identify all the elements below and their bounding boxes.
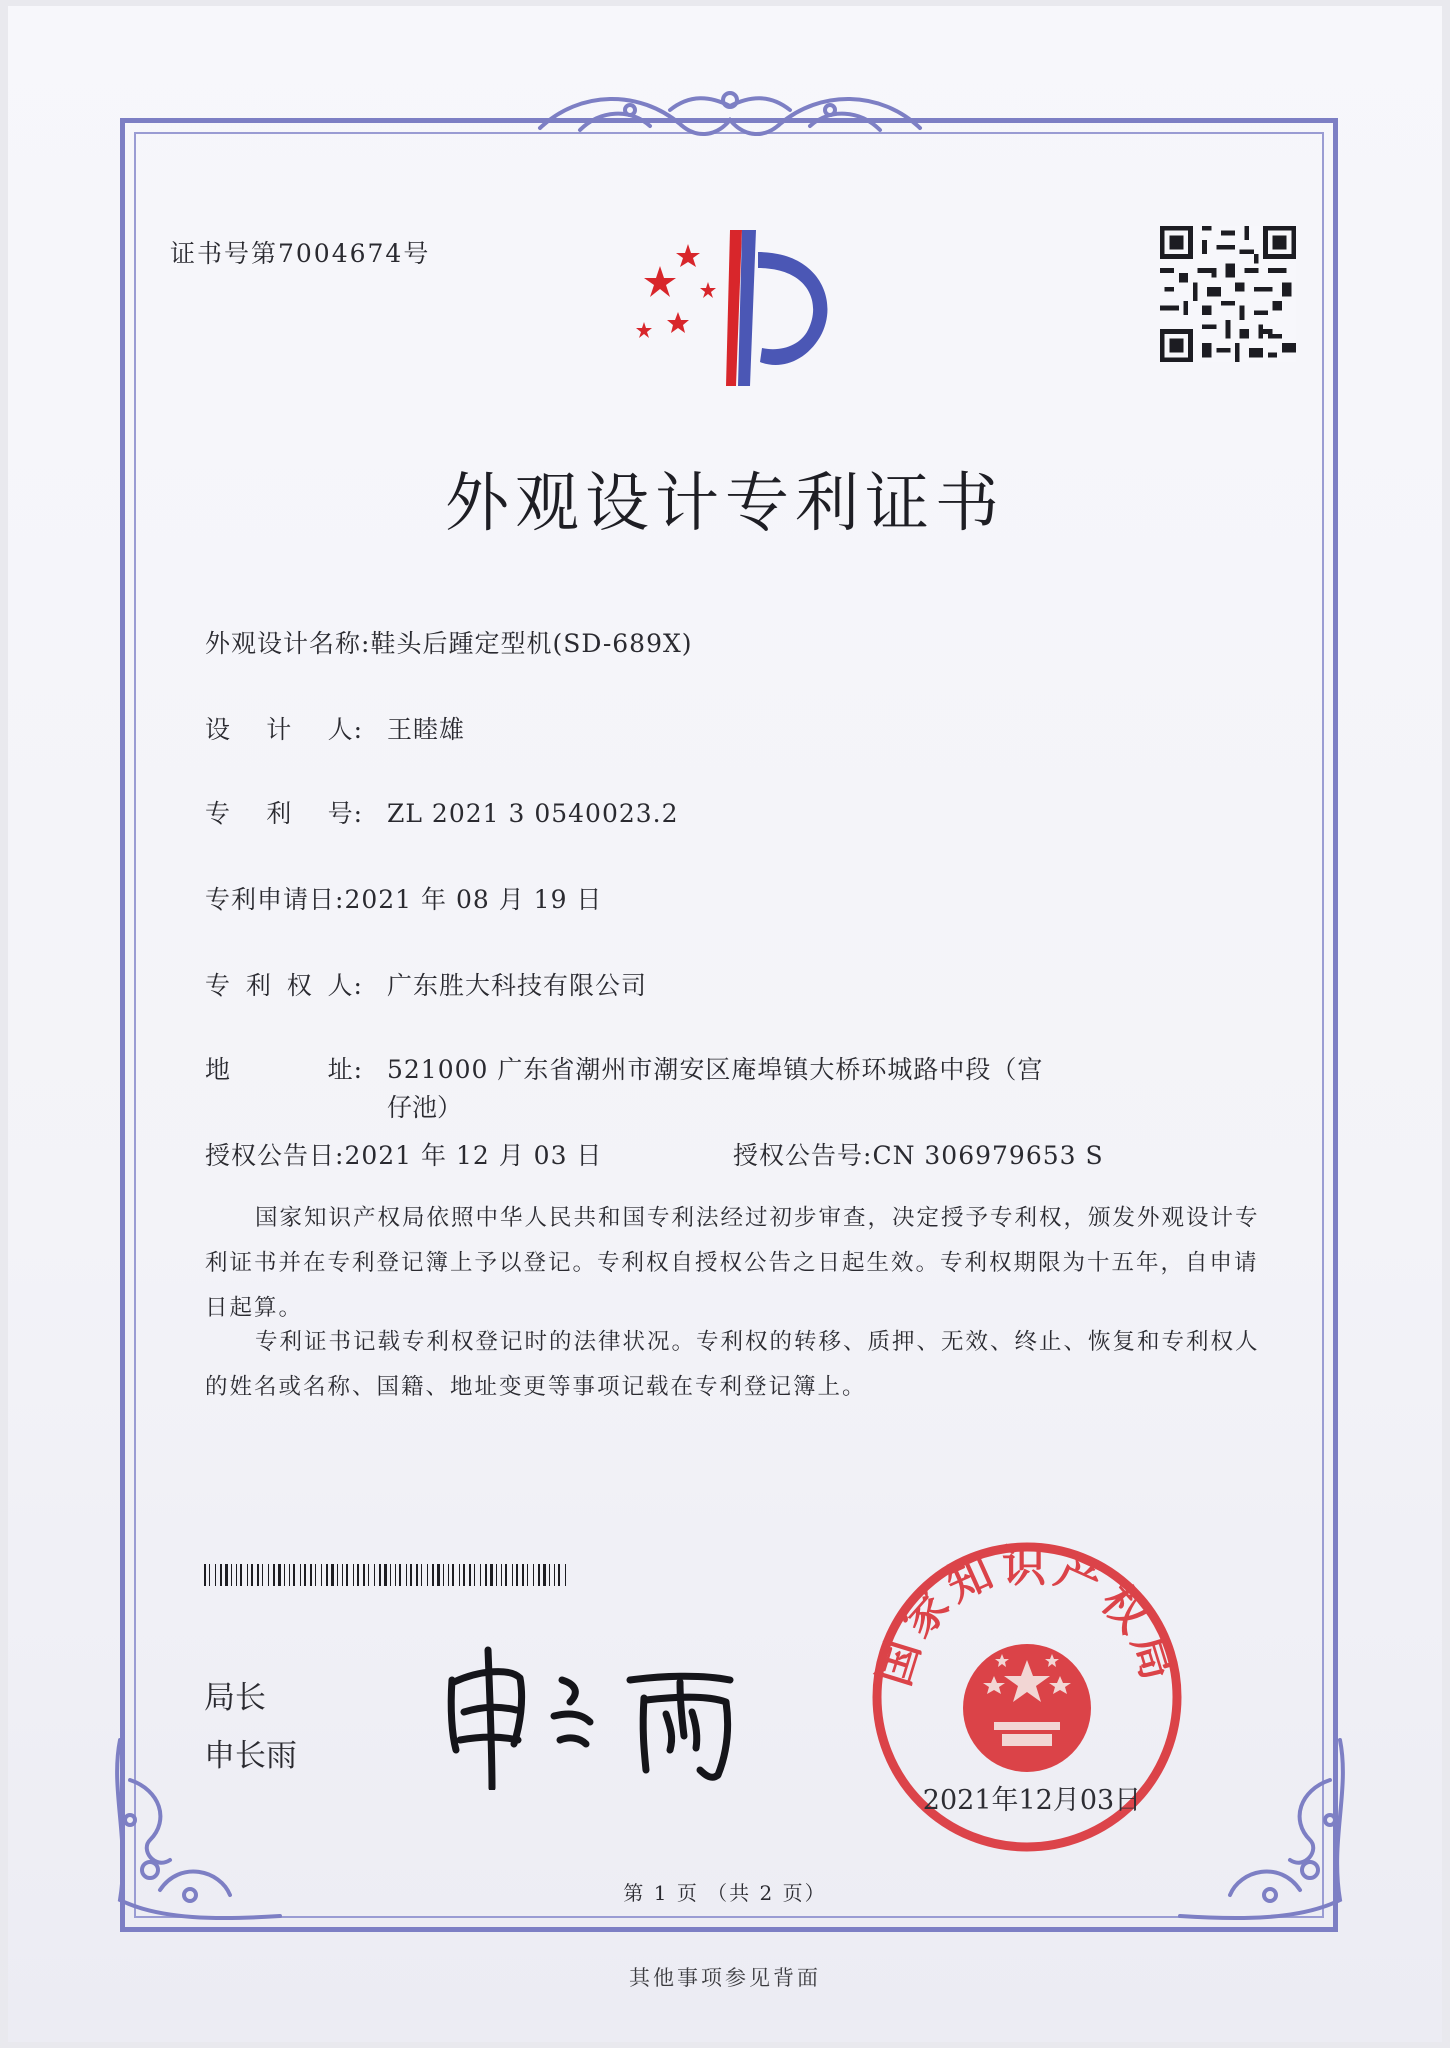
barcode-bar [512, 1564, 513, 1586]
cnipa-emblem-icon [630, 222, 852, 392]
barcode [204, 1564, 566, 1586]
footer-note: 其他事项参见背面 [629, 1966, 821, 1990]
designer-label: 设 计 人: [205, 715, 363, 744]
barcode-bar [273, 1564, 275, 1586]
barcode-bar [321, 1564, 322, 1586]
certificate-number: 证书号第7004674号 [170, 239, 431, 268]
barcode-bar [406, 1564, 407, 1586]
barcode-bar [220, 1564, 222, 1586]
barcode-bar [558, 1564, 560, 1586]
barcode-bar [300, 1564, 301, 1586]
design-name-value: 鞋头后踵定型机(SD-689X) [370, 629, 693, 658]
barcode-bar [346, 1564, 348, 1586]
barcode-bar [459, 1564, 460, 1586]
designer-value: 王睦雄 [387, 715, 466, 744]
barcode-bar [315, 1564, 316, 1586]
barcode-bar [485, 1564, 487, 1586]
director-signature [430, 1640, 760, 1790]
barcode-bar [384, 1564, 387, 1586]
barcode-bar [399, 1564, 401, 1586]
filing-date-value: 2021 年 08 月 19 日 [344, 885, 603, 914]
barcode-bar [331, 1564, 334, 1586]
seal-text: 国家知识产权局 [868, 1541, 1186, 1692]
barcode-bar [421, 1564, 422, 1586]
grant-pub-no-value: CN 306979653 S [872, 1141, 1104, 1170]
grant-date-value: 2021 年 12 月 03 日 [344, 1141, 603, 1170]
filing-date-row [205, 880, 602, 916]
barcode-bar [416, 1564, 418, 1586]
patent-number-value: ZL 2021 3 0540023.2 [387, 799, 679, 828]
barcode-bar [501, 1564, 502, 1586]
barcode-bar [251, 1564, 253, 1586]
barcode-bar [490, 1564, 493, 1586]
body-paragraph-1: 国家知识产权局依照中华人民共和国专利法经过初步审查，决定授予专利权，颁发外观设计专利证书并在专利登记簿上予以登记。专利权自授权公告之日起生效。专利权期限为十五年，自申请日起算。 [205, 1205, 1260, 1321]
director-title: 局长 [204, 1680, 266, 1716]
patent-number-label: 专 利 号: [205, 799, 363, 828]
address-row [205, 1050, 1043, 1086]
barcode-bar [427, 1564, 428, 1586]
barcode-bar [215, 1564, 216, 1586]
barcode-bar [225, 1564, 228, 1586]
barcode-bar [533, 1564, 534, 1586]
barcode-bar [505, 1564, 507, 1586]
grant-pub-no-row [733, 1136, 1104, 1172]
qr-code[interactable] [1160, 226, 1296, 362]
barcode-bar [437, 1564, 440, 1586]
barcode-bar [240, 1564, 242, 1586]
barcode-bar [554, 1564, 555, 1586]
barcode-bar [527, 1564, 528, 1586]
barcode-bar [353, 1564, 354, 1586]
barcode-bar [284, 1564, 285, 1586]
barcode-bar [443, 1564, 444, 1586]
barcode-bar [516, 1564, 518, 1586]
grant-date-label: 授权公告日: [205, 1141, 345, 1170]
barcode-bar [390, 1564, 391, 1586]
barcode-bar [236, 1564, 237, 1586]
barcode-bar [379, 1564, 381, 1586]
barcode-bar [357, 1564, 359, 1586]
barcode-bar [293, 1564, 295, 1586]
patentee-value: 广东胜大科技有限公司 [387, 971, 648, 1000]
barcode-bar [231, 1564, 232, 1586]
bottom-right-ornament [1160, 1720, 1360, 1940]
barcode-bar [289, 1564, 290, 1586]
barcode-bar [209, 1564, 210, 1586]
barcode-bar [363, 1564, 365, 1586]
barcode-bar [543, 1564, 546, 1586]
top-ornament [520, 80, 940, 156]
barcode-bar [452, 1564, 454, 1586]
grant-date-row [205, 1136, 602, 1172]
design-name-label: 外观设计名称: [205, 629, 371, 658]
barcode-bar [469, 1564, 471, 1586]
barcode-bar [257, 1564, 259, 1586]
barcode-bar [448, 1564, 449, 1586]
patent-number-row [205, 794, 679, 830]
barcode-bar [337, 1564, 338, 1586]
seal-date: 2021年12月03日 [922, 1785, 1142, 1816]
barcode-bar [474, 1564, 475, 1586]
barcode-bar [247, 1564, 248, 1586]
address-label: 地 址: [205, 1055, 363, 1084]
barcode-bar [326, 1564, 328, 1586]
barcode-bar [374, 1564, 375, 1586]
barcode-bar [395, 1564, 396, 1586]
barcode-bar [538, 1564, 540, 1586]
barcode-bar [565, 1564, 566, 1586]
certificate-title: 外观设计专利证书 [445, 467, 1005, 541]
grant-pub-no-label: 授权公告号: [733, 1141, 873, 1170]
designer-row [205, 710, 465, 746]
barcode-bar [268, 1564, 269, 1586]
barcode-bar [410, 1564, 412, 1586]
address-value-line1: 521000 广东省潮州市潮安区庵埠镇大桥环城路中段（宫 [387, 1055, 1044, 1084]
barcode-bar [522, 1564, 524, 1586]
barcode-bar [432, 1564, 434, 1586]
barcode-bar [463, 1564, 465, 1586]
filing-date-label: 专利申请日: [205, 885, 345, 914]
patentee-row [205, 966, 647, 1002]
barcode-bar [496, 1564, 497, 1586]
barcode-bar [368, 1564, 369, 1586]
address-value-line2: 仔池） [387, 1093, 463, 1122]
barcode-bar [342, 1564, 343, 1586]
design-name-row [205, 624, 693, 660]
patentee-label: 专 利 权 人: [205, 971, 363, 1000]
page-number: 第 1 页 （共 2 页） [623, 1881, 827, 1905]
barcode-bar [204, 1564, 206, 1586]
body-paragraph-2: 专利证书记载专利权登记时的法律状况。专利权的转移、质押、无效、终止、恢复和专利权人的姓名或名称、国籍、地址变更等事项记载在专利登记簿上。 [205, 1329, 1260, 1400]
barcode-bar [310, 1564, 312, 1586]
barcode-bar [262, 1564, 263, 1586]
barcode-bar [278, 1564, 281, 1586]
barcode-bar [304, 1564, 306, 1586]
barcode-bar [480, 1564, 481, 1586]
director-name: 申长雨 [204, 1738, 297, 1774]
barcode-bar [549, 1564, 550, 1586]
